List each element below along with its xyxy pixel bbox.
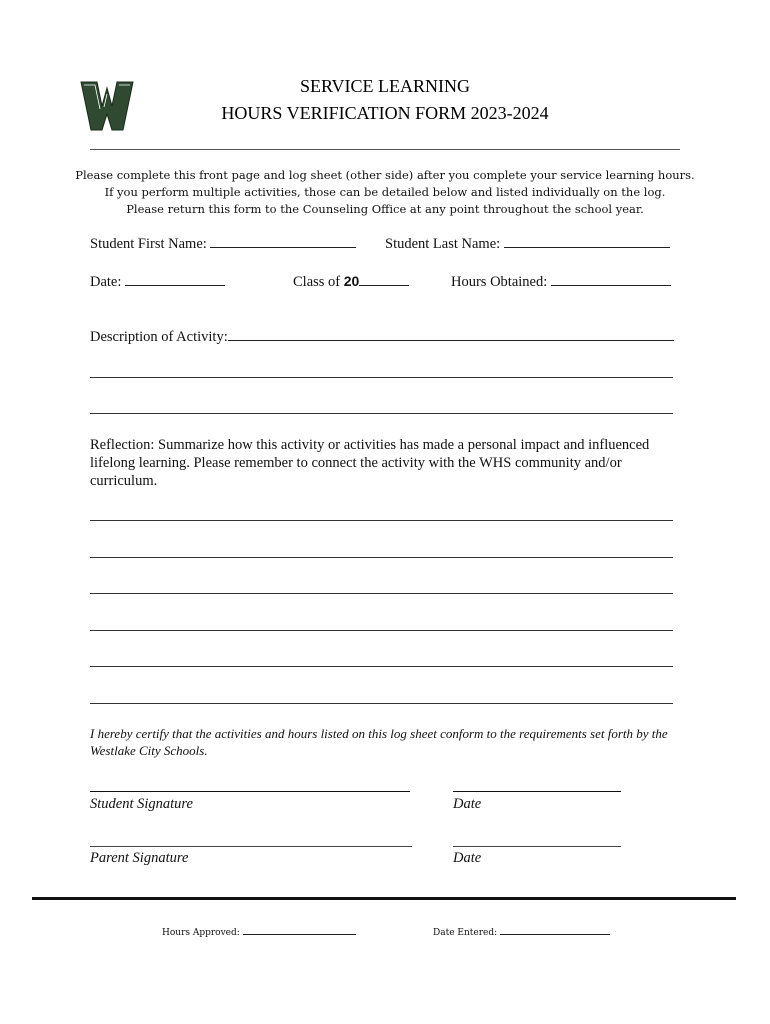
parent-signature-line[interactable] (90, 846, 412, 847)
description-label: Description of Activity: (90, 329, 228, 345)
class-of-field[interactable] (293, 273, 409, 291)
instructions-line2: If you perform multiple activities, those can be detailed below and listed individually on the log. (104, 185, 666, 199)
first-name-blank[interactable] (210, 235, 356, 248)
instructions-line3: Please return this form to the Counseling Office at any point throughout the school year. (126, 202, 644, 216)
reflection-line-4[interactable] (90, 630, 673, 631)
header-divider (90, 149, 680, 150)
reflection-line-1[interactable] (90, 520, 673, 521)
form-title-line1: SERVICE LEARNING (299, 76, 471, 96)
date-field[interactable] (90, 273, 225, 291)
student-date-line[interactable] (453, 791, 621, 792)
office-use-divider (32, 897, 736, 900)
last-name-field[interactable] (385, 235, 670, 253)
last-name-label: Student Last Name: (385, 236, 501, 252)
parent-date-line[interactable] (453, 846, 621, 847)
description-field[interactable] (90, 328, 674, 346)
description-line-2[interactable] (90, 377, 673, 378)
form-title-line2: HOURS VERIFICATION FORM 2023-2024 (221, 103, 549, 123)
reflection-prompt: Reflection: Summarize how this activity or activities has made a personal impact and influenced lifelong learning. Please remember to connect the activity with the WHS community and/or curriculum. (90, 437, 650, 489)
reflection-line-2[interactable] (90, 557, 673, 558)
hours-obtained-field[interactable] (451, 273, 671, 291)
certification-statement: I hereby certify that the activities and hours listed on this log sheet conform to the requirements set forth by the Westlake City Schools. (90, 726, 668, 758)
date-entered-field[interactable] (433, 926, 610, 938)
class-of-label: Class of (293, 274, 341, 290)
date-entered-blank[interactable] (500, 926, 610, 935)
last-name-blank[interactable] (504, 235, 670, 248)
reflection-line-5[interactable] (90, 666, 673, 667)
first-name-label: Student First Name: (90, 236, 207, 252)
hours-approved-blank[interactable] (243, 926, 356, 935)
description-blank[interactable] (228, 328, 674, 341)
class-of-prefix: 20 (343, 273, 360, 289)
reflection-line-3[interactable] (90, 593, 673, 594)
parent-signature-label: Parent Signature (90, 850, 189, 866)
hours-approved-field[interactable] (162, 926, 356, 938)
date-label: Date: (90, 274, 122, 290)
hours-obtained-label: Hours Obtained: (451, 274, 548, 290)
instructions-line1: Please complete this front page and log sheet (other side) after you complete your service learning hours. (75, 168, 695, 182)
student-date-label: Date (453, 796, 482, 812)
date-entered-label: Date Entered: (433, 928, 498, 938)
reflection-line-6[interactable] (90, 703, 673, 704)
first-name-field[interactable] (90, 235, 356, 253)
class-of-blank[interactable] (359, 273, 409, 286)
hours-approved-label: Hours Approved: (162, 928, 240, 938)
date-blank[interactable] (125, 273, 225, 286)
description-line-3[interactable] (90, 413, 673, 414)
hours-obtained-blank[interactable] (551, 273, 671, 286)
student-signature-line[interactable] (90, 791, 410, 792)
parent-date-label: Date (453, 850, 482, 866)
student-signature-label: Student Signature (90, 796, 193, 812)
